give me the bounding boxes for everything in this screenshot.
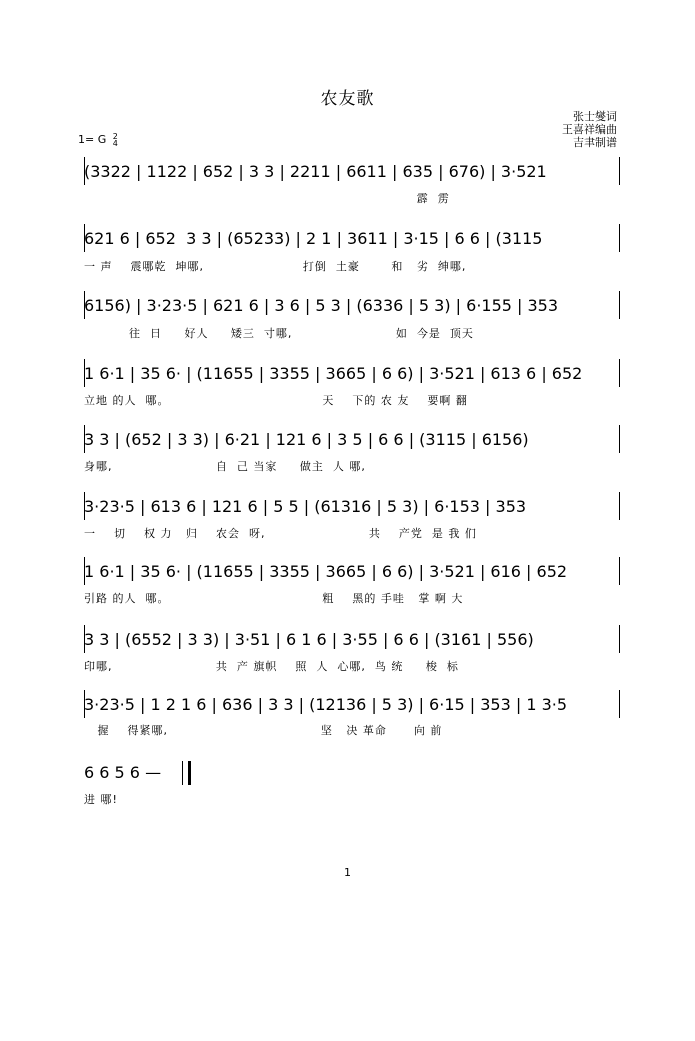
lyric-line: 立地 的人 哪。 天 下的 农 友 要啊 翻 bbox=[84, 394, 468, 407]
final-barline bbox=[182, 761, 191, 785]
time-signature bbox=[113, 133, 118, 147]
lyric-line: 一 声 震哪乾 坤哪, 打倒 土豪 和 劣 绅哪, bbox=[84, 260, 467, 273]
transcriber-credit: 吉聿制谱 bbox=[573, 136, 617, 149]
lyric-line: 引路 的人 哪。 粗 黑的 手哇 掌 啊 大 bbox=[84, 592, 464, 605]
lyric-line: 握 得紧哪, 坚 决 革命 向 前 bbox=[84, 724, 443, 737]
lyric-line: 霹 雳 bbox=[84, 192, 450, 205]
time-signature-top: 2 bbox=[112, 132, 118, 141]
time-signature-bottom: 4 bbox=[112, 139, 118, 148]
lyric-line: 往 日 好人 矮三 寸哪, 如 今是 顶天 bbox=[84, 327, 474, 340]
notation-line: 3·23·5 | 613 6 | 121 6 | 5 5 | (61316 | 5 3) | 6·153 | 353 bbox=[84, 497, 527, 516]
notation-line: (3322 | 1122 | 652 | 3 3 | 2211 | 6611 | 635 | 676) | 3·521 bbox=[84, 162, 547, 181]
page-number: 1 bbox=[344, 866, 351, 879]
notation-line: 3 3 | (652 | 3 3) | 6·21 | 121 6 | 3 5 | 6 6 | (3115 | 6156) bbox=[84, 430, 529, 449]
lyricist-credit: 张士燮词 bbox=[573, 110, 617, 123]
notation-line: 6156) | 3·23·5 | 621 6 | 3 6 | 5 3 | (6336 | 5 3) | 6·155 | 353 bbox=[84, 296, 559, 315]
notation-line: 3·23·5 | 1 2 1 6 | 636 | 3 3 | (12136 | 5 3) | 6·15 | 353 | 1 3·5 bbox=[84, 695, 568, 714]
notation-line: 3 3 | (6552 | 3 3) | 3·51 | 6 1 6 | 3·55 | 6 6 | (3161 | 556) bbox=[84, 630, 534, 649]
credits bbox=[562, 110, 617, 149]
notation-line: 621 6 | 652 3 3 | (65233) | 2 1 | 3611 | 3·15 | 6 6 | (3115 bbox=[84, 229, 543, 248]
lyric-line: 印哪, 共 产 旗帜 照 人 心哪, 鸟 统 梭 标 bbox=[84, 660, 459, 673]
lyric-line: 身哪, 自 己 当家 做主 人 哪, bbox=[84, 460, 366, 473]
notation-line: 1 6·1 | 35 6· | (11655 | 3355 | 3665 | 6 6) | 3·521 | 613 6 | 652 bbox=[84, 364, 583, 383]
key-signature bbox=[78, 133, 118, 147]
page-title: 农友歌 bbox=[320, 89, 375, 109]
arranger-credit: 王喜祥编曲 bbox=[562, 123, 617, 136]
lyric-line: 一 切 权 力 归 农会 呀, 共 产党 是 我 们 bbox=[84, 527, 477, 540]
lyric-line: 进 哪! bbox=[84, 793, 118, 806]
notation-line: 1 6·1 | 35 6· | (11655 | 3355 | 3665 | 6 6) | 3·521 | 616 | 652 bbox=[84, 562, 568, 581]
notation-line: 6 6 5 6 — bbox=[84, 763, 162, 782]
key-label: 1= G bbox=[78, 133, 107, 146]
